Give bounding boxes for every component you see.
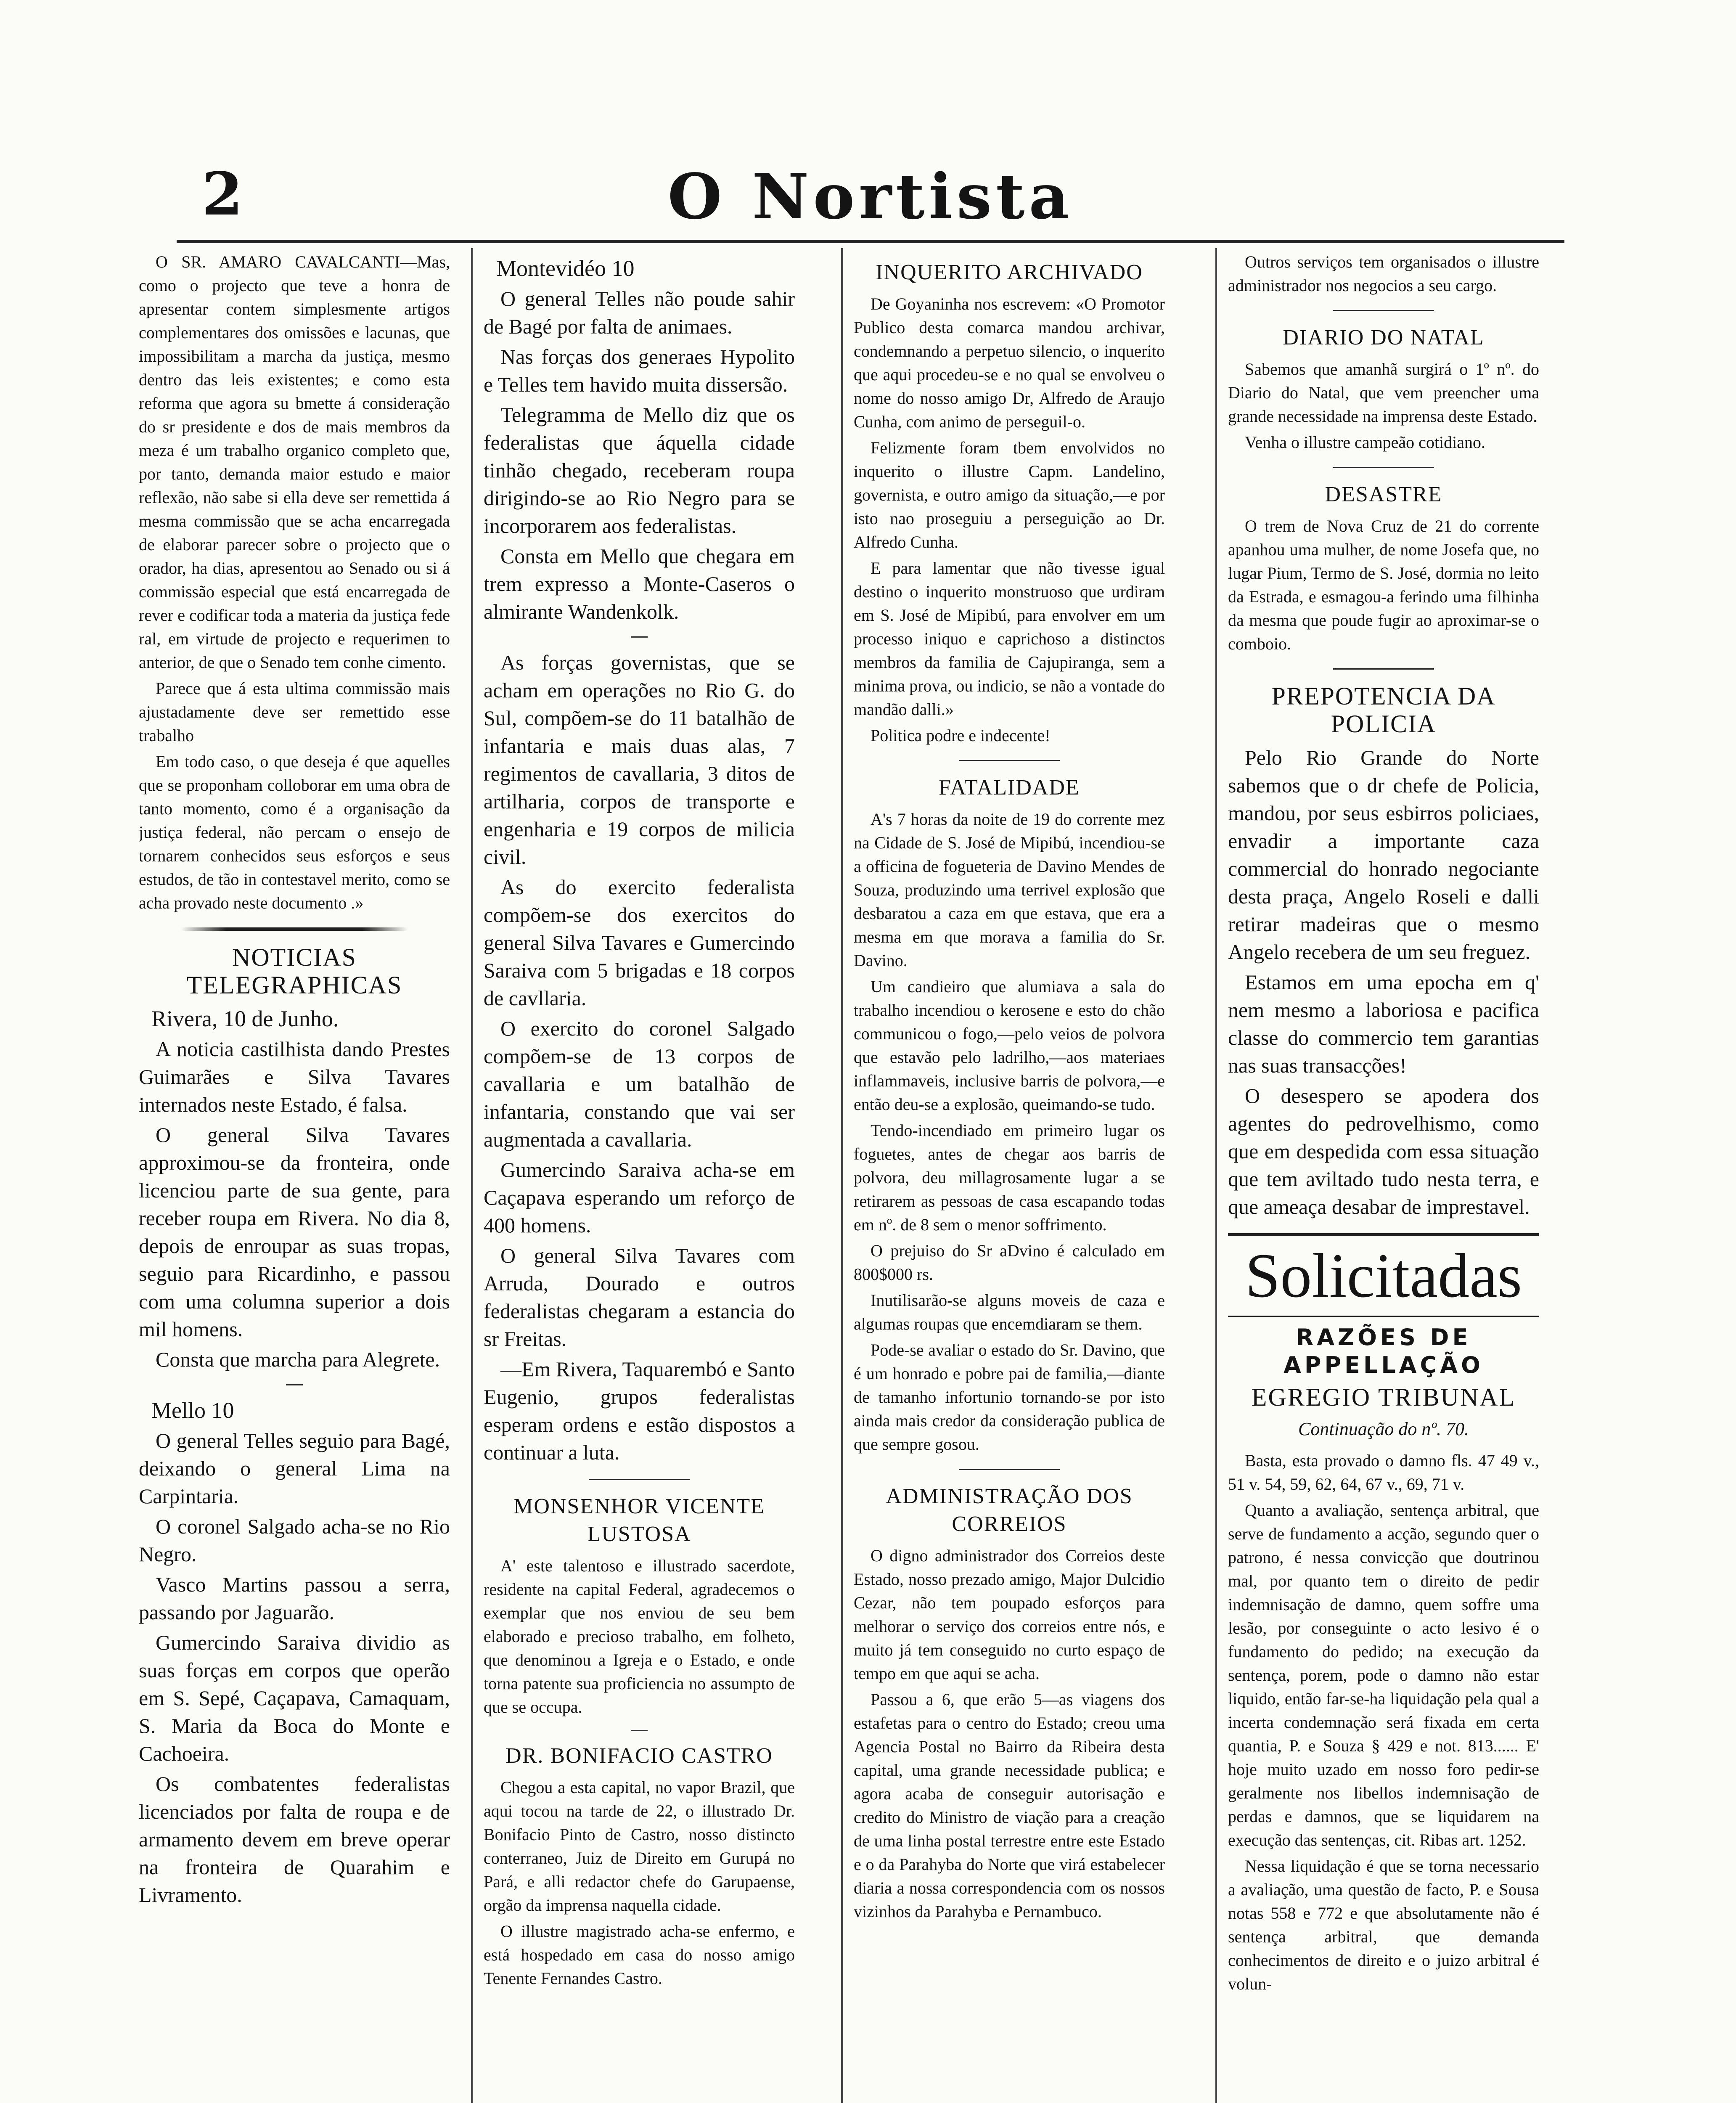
administracao-correios-heading: ADMINISTRAÇÃO DOS CORREIOS: [886, 1484, 1133, 1536]
paragraph: E para lamentar que não tivesse igual destino o inquerito monstruoso que urdiram em S. José de Mipibú, para envolver em um processo iniquo e caprichoso a distinctos membros da familia de Cajupiranga, sem a minima prova, ou indicio, se não a vontade do mandão dalli.»: [854, 559, 1165, 719]
paragraph: Felizmente foram tbem envolvidos no inquerito o illustre Capm. Landelino, governista, e outro amigo da situação,—e por isto nao proseguiu a perseguição ao Dr. Alfredo Cunha.: [854, 438, 1165, 551]
paragraph: Tendo-incendiado em primeiro lugar os foguetes, antes de chegar aos barris de polvora, deu millagrosamente lugar a se retirarem as pessoas de casa escapando todas em nº. de 8 sem o menor soffrimento.: [854, 1121, 1165, 1234]
paragraph: O general Silva Tavares approximou-se da fronteira, onde licenciou parte de sua gente, para receber roupa em Rivera. No dia 8, depois de enroupar as suas tropas, seguio para Ricardinho, e passou com uma columna superior a dois mil homens.: [139, 1123, 450, 1341]
paragraph: Politica podre e indecente!: [871, 726, 1051, 745]
paragraph: O general Telles não poude sahir de Bagé por falta de animaes.: [484, 287, 795, 338]
header-rule: [177, 240, 1564, 243]
paragraph: Em todo caso, o que deseja é que aquelles que se proponham colloborar em uma obra de tanto momento, como é a organisação da justiça federal, não percam o ensejo de tornarem conhecidos seus esforços e seus estudos, de tão in contestavel merito, como se acha provado neste documento .»: [139, 752, 450, 912]
paragraph: O desespero se apodera dos agentes do pedrovelhismo, como que em despedida com essa situação que tem aviltado tudo nesta terra, e que ameaça desabar de imprestavel.: [1228, 1084, 1539, 1218]
paragraph: O general Telles seguio para Bagé, deixando o general Lima na Carpintaria.: [139, 1429, 450, 1508]
paragraph: Pelo Rio Grande do Norte sabemos que o dr chefe de Policia, mandou, por seus esbirros policiaes, envadir a importante caza commercial do honrado negociante desta praça, Angelo Roseli e dalli retirar madeiras que o mesmo Angelo recebera de um seu freguez.: [1228, 746, 1539, 964]
paragraph: Gumercindo Saraiva acha-se em Caçapava esperando um reforço de 400 homens.: [484, 1158, 795, 1237]
bonifacio-heading: DR. BONIFACIO CASTRO: [505, 1744, 773, 1768]
paragraph: Pode-se avaliar o estado do Sr. Davino, que é um honrado e pobre pai de familia,—diante de tamanho infortunio tornando-se por isto ainda mais credor da consideração publica de que sempre gosou.: [854, 1340, 1165, 1454]
paragraph: Inutilisarão-se alguns moveis de caza e algumas roupas que encemdiaram se them.: [854, 1291, 1165, 1333]
column-3: [854, 250, 1165, 2103]
fatalidade-heading: FATALIDADE: [939, 776, 1080, 800]
separator: [1333, 467, 1434, 468]
inquerito-heading: INQUERITO ARCHIVADO: [876, 260, 1143, 284]
paragraph: O general Silva Tavares com Arruda, Dourado e outros federalistas chegaram a estancia do sr Freitas.: [484, 1244, 795, 1351]
desastre-heading: DESASTRE: [1325, 482, 1442, 506]
paragraph: Consta em Mello que chegara em trem expresso a Monte-Caseros o almirante Wandenkolk.: [484, 544, 795, 623]
page-header: [185, 160, 1556, 240]
paragraph: A noticia castilhista dando Prestes Guimarães e Silva Tavares internados neste Estado, é falsa.: [139, 1037, 450, 1116]
dateline: Montevidéo 10: [496, 256, 635, 281]
ornament-separator: [181, 927, 408, 931]
paragraph: Sabemos que amanhã surgirá o 1º nº. do Diario do Natal, que vem preencher uma grande necessidade na imprensa deste Estado.: [1228, 360, 1539, 426]
paragraph: Venha o illustre campeão cotidiano.: [1245, 433, 1486, 452]
separator: [1333, 668, 1434, 670]
solicitadas-heading: Solicitadas: [1228, 1233, 1539, 1317]
masthead-title: O Nortista: [667, 160, 1074, 233]
column-4: [1228, 250, 1539, 2103]
egregio-tribunal-heading: EGREGIO TRIBUNAL: [1251, 1383, 1516, 1411]
separator: [1333, 310, 1434, 311]
dateline: Rivera, 10 de Junho.: [151, 1006, 339, 1031]
razoes-heading: RAZÕES DE APPELLAÇÃO: [1283, 1324, 1484, 1378]
paragraph: Consta que marcha para Alegrete.: [156, 1348, 440, 1371]
dash-separator: [286, 1384, 303, 1385]
column-divider: [841, 248, 843, 2103]
paragraph: Nessa liquidação é que se torna necessario a avaliação, uma questão de facto, P. e Sousa notas 558 e 772 e que absolutamente não é sentença arbitral, que demanda conhecimentos de direito e o juizo arbitral é volun-: [1228, 1857, 1539, 1993]
paragraph: O illustre magistrado acha-se enfermo, e está hospedado em casa do nosso amigo Tenente Fernandes Castro.: [484, 1922, 795, 1988]
paragraph: As do exercito federalista compõem-se dos exercitos do general Silva Tavares e Gumercindo Saraiva com 5 brigadas e 18 corpos de cavllaria.: [484, 875, 795, 1010]
paragraph: O coronel Salgado acha-se no Rio Negro.: [139, 1515, 450, 1566]
paragraph: Outros serviços tem organisados o illustre administrador nos negocios a seu cargo.: [1228, 252, 1539, 295]
paragraph: Os combatentes federalistas licenciados por falta de roupa e de armamento devem em breve operar na fronteira de Quarahim e Livramento.: [139, 1772, 450, 1907]
dash-separator: [631, 1730, 648, 1731]
dash-separator: [631, 636, 648, 638]
paragraph: Passou a 6, que erão 5—as viagens dos estafetas para o centro do Estado; creou uma Agencia Postal no Bairro da Ribeira desta capital, uma grande necessidade publica; e agora acaba de conseguir autorisação e credito do Ministro de viação para a creação de uma linha postal terrestre entre este Estado e o da Parahyba do Norte que virá estabelecer diaria a nossa correspondencia com os nossos vizinhos da Parahyba e Pernambuco.: [854, 1690, 1165, 1921]
paragraph: As forças governistas, que se acham em operações no Rio G. do Sul, compõem-se do 11 batalhão de infantaria e mais duas alas, 7 regimentos de cavallaria, 3 ditos de artilharia, corpos de transporte e engenharia e 19 corpos de milicia civil.: [484, 651, 795, 869]
paragraph: A' este talentoso e illustrado sacerdote, residente na capital Federal, agradecemos o exemplar que nos enviou de seu bem elaborado e precioso trabalho, em folheto, que denominou a Igreja e o Estado, e onde torna patente sua proficiencia no assumpto de que se occupa.: [484, 1556, 795, 1716]
paragraph: De Goyaninha nos escrevem: «O Promotor Publico desta comarca mandou archivar, condemnando a perpetuo silencio, o inquerito que aqui procedeu-se e no qual se envolveu o nome do nosso amigo Dr, Alfredo de Araujo Cunha, com animo de perseguil-o.: [854, 294, 1165, 431]
paragraph: Estamos em uma epocha em q' nem mesmo a laboriosa e pacifica classe do commercio tem garantias nas suas transacções!: [1228, 970, 1539, 1077]
paragraph: Vasco Martins passou a serra, passando por Jaguarão.: [139, 1573, 450, 1624]
diario-do-natal-heading: DIARIO DO NATAL: [1283, 326, 1485, 350]
paragraph: O digno administrador dos Correios deste Estado, nosso prezado amigo, Major Dulcidio Cezar, não tem poupado esforços para melhorar o serviço dos correios entre nós, e muito já tem conseguido no curto espaço de tempo em que aqui se acha.: [854, 1546, 1165, 1683]
separator: [959, 1469, 1060, 1470]
separator: [959, 760, 1060, 761]
paragraph: Telegramma de Mello diz que os federalistas que áquella cidade tinhão chegado, receberam roupa dirigindo-se ao Rio Negro para se incorporarem aos federalistas.: [484, 403, 795, 538]
separator: [589, 1479, 690, 1480]
paragraph: Basta, esta provado o damno fls. 47 49 v., 51 v. 54, 59, 62, 64, 67 v., 69, 71 v.: [1228, 1451, 1539, 1494]
continuation-note: Continuação do nº. 70.: [1298, 1419, 1469, 1439]
paragraph: O prejuiso do Sr aDvino é calculado em 800$000 rs.: [854, 1241, 1165, 1284]
paragraph: —Em Rivera, Taquarembó e Santo Eugenio, grupos federalistas esperam ordens e estão dispostos a continuar a luta.: [484, 1357, 795, 1464]
paragraph: O exercito do coronel Salgado compõem-se de 13 corpos de cavallaria e um batalhão de infantaria, constando que vai ser augmentada a cavallaria.: [484, 1017, 795, 1151]
column-divider: [471, 248, 473, 2103]
senate-report-text: O SR. AMARO CAVALCANTI—Mas, como o projecto que teve a honra de apresentar contem simplesmente artigos complementares dos omissões e lacunas, que impossibilitam a marcha da justiça, mesmo dentro das leis existentes; e como esta reforma que agora su bmette á consideração do sr presidente e dos de mais membros da meza é um trabalho organico completo que, por tanto, demanda maior estudo e maior reflexão, não sabe si ella deve ser remettida á mesma commissão que se acha encarregada de elaborar parecer sobre o projecto que o orador, ha dias, apresentou ao Senado ou si á commissão especial que está encarregada de rever e codificar toda a materia da justiça fede ral, em virtude de projecto e requerimen to anterior, de que o Senado tem conhe cimento.: [139, 252, 450, 672]
paragraph: Chegou a esta capital, no vapor Brazil, que aqui tocou na tarde de 22, o illustrado Dr. Bonifacio Pinto de Castro, nosso distincto conterraneo, Juiz de Direito em Gurupá no Pará, e alli redactor chefe do Garupaense, orgão da imprensa naquella cidade.: [484, 1778, 795, 1915]
paragraph: Um candieiro que alumiava a sala do trabalho incendiou o kerosene e esto do chão communicou o fogo,—pelo veios de polvora que estavão pelo ladrilho,—aos materiaes inflammaveis, inclusive barris de polvora,—e então deu-se a explosão, queimando-se tudo.: [854, 977, 1165, 1114]
paragraph: A's 7 horas da noite de 19 do corrente mez na Cidade de S. José de Mipibú, incendiou-se a officina de fogueteria de Davino Mendes de Souza, produzindo uma terrivel explosão que desbaratou a caza em que estava, que era a mesma em que morava a familia do Sr. Davino.: [854, 810, 1165, 970]
paragraph: Parece que á esta ultima commissão mais ajustadamente deve ser remettido esse trabalho: [139, 679, 450, 745]
column-divider: [1215, 248, 1217, 2103]
paragraph: O trem de Nova Cruz de 21 do corrente apanhou uma mulher, de nome Josefa que, no lugar Pium, Termo de S. José, dormia no leito da Estrada, e esmagou-a ferindo uma filhinha da mesma que poude fugir ao aproximar-se o comboio.: [1228, 516, 1539, 653]
paragraph: Quanto a avaliação, sentença arbitral, que serve de fundamento a acção, segundo quer o patrono, é nessa convicção que doutrinou mal, por quanto tem o direito de pedir indemnisação de damno, quem soffre uma lesão, por conseguinte o acto lesivo é o fundamento do pedido; na execução da sentença, porem, pode o damno não estar liquido, então far-se-ha liquidação pela qual a incerta condemnação será fixada em certa quantia, P. e Souza § 429 e not. 813...... E' hoje muito uzado em nosso foro pedir-se geralmente nos libellos indemnisação de perdas e damnos, que se liquidarem na execução das sentenças, cit. Ribas art. 1252.: [1228, 1501, 1539, 1849]
column-2: [484, 250, 795, 2103]
monsenhor-heading: MONSENHOR VICENTE LUSTOSA: [513, 1494, 765, 1546]
column-1: [139, 250, 450, 2103]
page-number: 2: [202, 160, 243, 229]
noticias-telegraphicas-heading: NOTICIAS TELEGRAPHICAS: [186, 943, 402, 999]
dateline: Mello 10: [151, 1398, 234, 1423]
paragraph: Nas forças dos generaes Hypolito e Telles tem havido muita dissersão.: [484, 345, 795, 396]
prepotencia-heading: PREPOTENCIA DA POLICIA: [1271, 682, 1496, 738]
paragraph: Gumercindo Saraiva dividio as suas forças em corpos que operão em S. Sepé, Caçapava, Camaquam, S. Maria da Boca do Monte e Cachoeira.: [139, 1631, 450, 1765]
